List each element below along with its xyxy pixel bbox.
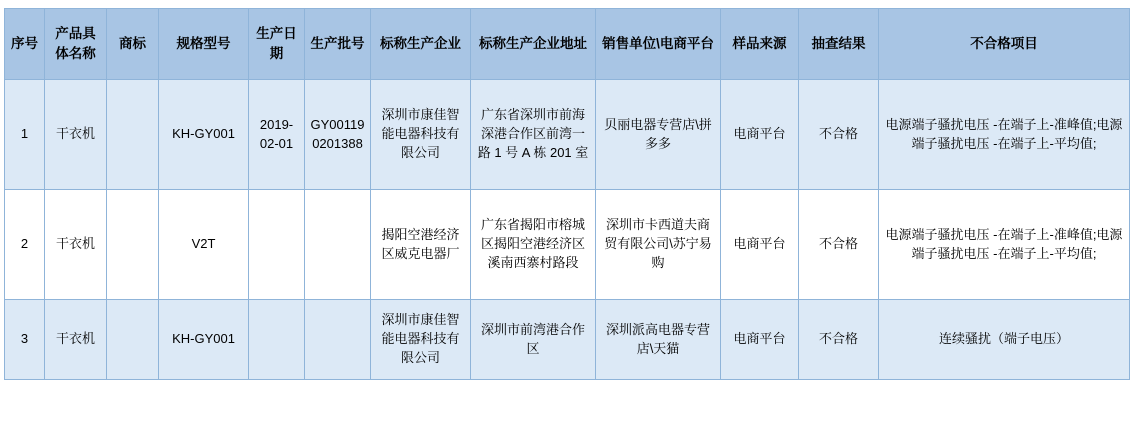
cell-index: 3 [5, 300, 45, 380]
cell-manufacturer: 揭阳空港经济区威克电器厂 [371, 190, 471, 300]
table-header-row [5, 9, 1130, 80]
cell-manufacturer: 深圳市康佳智能电器科技有限公司 [371, 300, 471, 380]
cell-seller-platform: 深圳市卡西道夫商贸有限公司\苏宁易购 [596, 190, 721, 300]
column-header-model: 规格型号 [159, 9, 249, 80]
table-row [5, 80, 1130, 190]
cell-sample-source: 电商平台 [721, 80, 799, 190]
cell-production-date [249, 300, 305, 380]
cell-model: KH-GY001 [159, 300, 249, 380]
cell-manufacturer-address: 广东省深圳市前海深港合作区前湾一路 1 号 A 栋 201 室 [471, 80, 596, 190]
cell-sample-source: 电商平台 [721, 190, 799, 300]
cell-nonconforming-items: 连续骚扰（端子电压） [879, 300, 1130, 380]
cell-product-name: 干衣机 [45, 80, 107, 190]
cell-batch-number [305, 300, 371, 380]
inspection-results-table [4, 8, 1130, 380]
table-row [5, 190, 1130, 300]
cell-inspection-result: 不合格 [799, 80, 879, 190]
column-header-production-date: 生产日期 [249, 9, 305, 80]
cell-nonconforming-items: 电源端子骚扰电压 -在端子上-准峰值;电源端子骚扰电压 -在端子上-平均值; [879, 80, 1130, 190]
cell-seller-platform: 深圳派高电器专营店\天猫 [596, 300, 721, 380]
cell-manufacturer: 深圳市康佳智能电器科技有限公司 [371, 80, 471, 190]
column-header-manufacturer-address: 标称生产企业地址 [471, 9, 596, 80]
cell-model: V2T [159, 190, 249, 300]
cell-inspection-result: 不合格 [799, 190, 879, 300]
cell-brand [107, 300, 159, 380]
cell-inspection-result: 不合格 [799, 300, 879, 380]
column-header-index: 序号 [5, 9, 45, 80]
cell-brand [107, 80, 159, 190]
cell-product-name: 干衣机 [45, 300, 107, 380]
cell-index: 2 [5, 190, 45, 300]
column-header-nonconforming-items: 不合格项目 [879, 9, 1130, 80]
cell-seller-platform: 贝丽电器专营店\拼多多 [596, 80, 721, 190]
cell-manufacturer-address: 深圳市前湾港合作区 [471, 300, 596, 380]
column-header-seller-platform: 销售单位\电商平台 [596, 9, 721, 80]
table-body [5, 80, 1130, 380]
cell-manufacturer-address: 广东省揭阳市榕城区揭阳空港经济区溪南西寨村路段 [471, 190, 596, 300]
column-header-manufacturer: 标称生产企业 [371, 9, 471, 80]
cell-index: 1 [5, 80, 45, 190]
column-header-sample-source: 样品来源 [721, 9, 799, 80]
cell-production-date: 2019-02-01 [249, 80, 305, 190]
cell-batch-number [305, 190, 371, 300]
column-header-product-name: 产品具体名称 [45, 9, 107, 80]
table-row [5, 300, 1130, 380]
cell-production-date [249, 190, 305, 300]
cell-product-name: 干衣机 [45, 190, 107, 300]
cell-batch-number: GY001190201388 [305, 80, 371, 190]
cell-sample-source: 电商平台 [721, 300, 799, 380]
cell-brand [107, 190, 159, 300]
cell-nonconforming-items: 电源端子骚扰电压 -在端子上-准峰值;电源端子骚扰电压 -在端子上-平均值; [879, 190, 1130, 300]
column-header-batch-number: 生产批号 [305, 9, 371, 80]
cell-model: KH-GY001 [159, 80, 249, 190]
column-header-inspection-result: 抽查结果 [799, 9, 879, 80]
table-header [5, 9, 1130, 80]
column-header-brand: 商标 [107, 9, 159, 80]
